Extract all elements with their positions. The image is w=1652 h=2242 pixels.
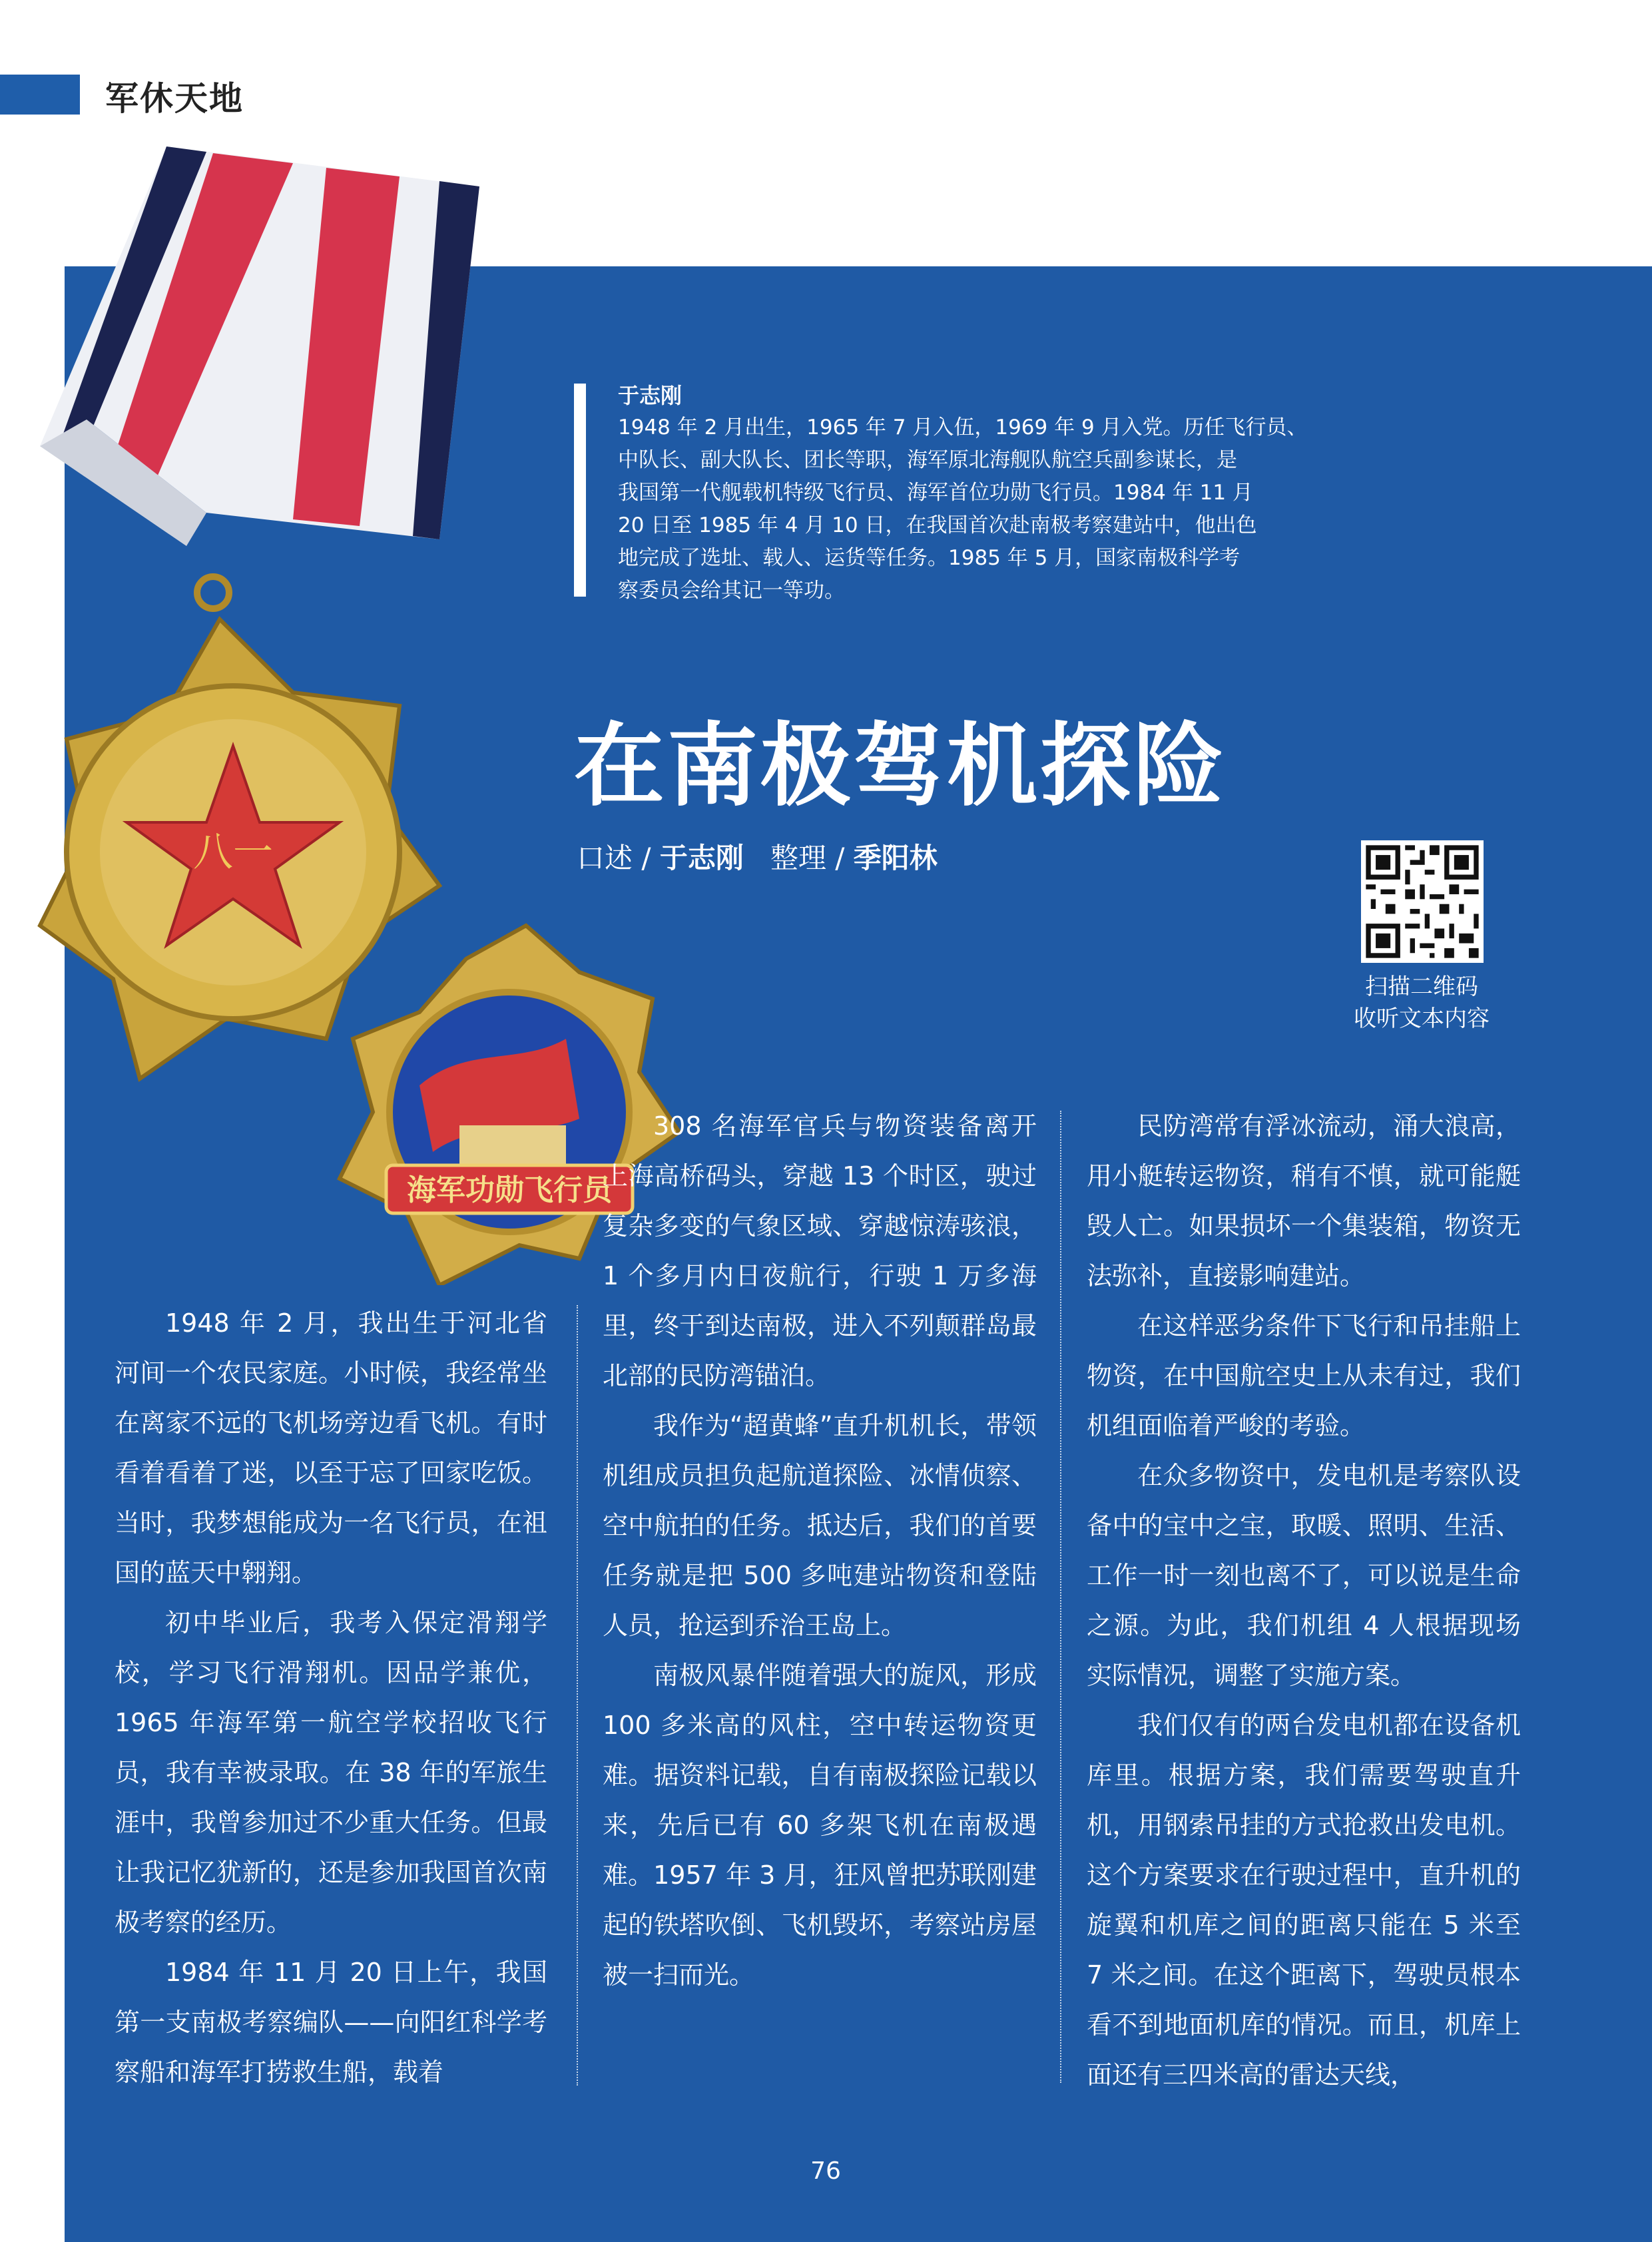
paragraph: 在众多物资中，发电机是考察队设备中的宝中之宝，取暖、照明、生活、工作一时一刻也离不了，可以说是生命之源。为此，我们机组 4 人根据现场实际情况，调整了实施方案。 bbox=[1087, 1461, 1521, 1690]
paragraph: 民防湾常有浮冰流动，涌大浪高，用小艇转运物资，稍有不慎，就可能艇毁人亡。如果损坏一个集装箱，物资无法弥补，直接影响建站。 bbox=[1087, 1111, 1521, 1290]
paragraph: 1948 年 2 月，我出生于河北省河间一个农民家庭。小时候，我经常坐在离家不远的飞机场旁边看飞机。有时看着看着了迷，以至于忘了回家吃饭。当时，我梦想能成为一名飞行员，在祖国的蓝天中翱翔。 bbox=[115, 1308, 547, 1587]
paragraph: 初中毕业后，我考入保定滑翔学校，学习飞行滑翔机。因品学兼优，1965 年海军第一航空学校招收飞行员，我有幸被录取。在 38 年的军旅生涯中，我曾参加过不少重大任务。但最让我记忆犹新的，还是参加我国首次南极考察的经历。 bbox=[115, 1608, 547, 1937]
qr-code[interactable] bbox=[1361, 840, 1484, 963]
paragraph: 我们仅有的两台发电机都在设备机库里。根据方案，我们需要驾驶直升机，用钢索吊挂的方式抢救出发电机。这个方案要求在行驶过程中，直升机的旋翼和机库之间的距离只能在 5 米至 7 米之间。在这个距离下，驾驶员根本看不到地面机库的情况。而且，机库上面还有三四米高的雷达天线， bbox=[1087, 1711, 1521, 2090]
bio-line: 20 日至 1985 年 4 月 10 日，在我国首次赴南极考察建站中，他出色 bbox=[618, 513, 1257, 537]
paragraph: 308 名海军官兵与物资装备离开上海高桥码头，穿越 13 个时区，驶过复杂多变的气象区域、穿越惊涛骇浪，1 个多月内日夜航行，行驶 1 万多海里，终于到达南极，进入不列颠群岛最北部的民防湾锚泊。 bbox=[603, 1111, 1037, 1390]
byline-edit-label: 整理 / bbox=[770, 842, 854, 874]
bio-line: 1948 年 2 月出生，1965 年 7 月入伍，1969 年 9 月入党。历任飞行员、 bbox=[618, 416, 1308, 439]
badge-banner-text: 海军功勋飞行员 bbox=[407, 1173, 612, 1207]
section-tab-marker bbox=[0, 75, 80, 115]
page-number: 76 bbox=[810, 2157, 841, 2185]
paragraph: 南极风暴伴随着强大的旋风，形成 100 多米高的风柱，空中转运物资更难。据资料记载，自有南极探险记载以来，先后已有 60 多架飞机在南极遇难。1957 年 3 月，狂风曾把苏联刚建起的铁塔吹倒、飞机毁坏，考察站房屋被一扫而光。 bbox=[603, 1661, 1037, 1990]
article-column-2 bbox=[603, 1101, 1037, 2000]
medal-ring bbox=[197, 577, 229, 609]
article-title: 在南极驾机探险 bbox=[574, 714, 1227, 819]
article-byline bbox=[577, 836, 938, 876]
article-column-1 bbox=[115, 1298, 547, 2098]
qr-caption-line: 收听文本内容 bbox=[1354, 1005, 1490, 1032]
bio-line: 我国第一代舰载机特级飞行员、海军首位功勋飞行员。1984 年 11 月 bbox=[618, 481, 1253, 505]
byline-narrator: 于志刚 bbox=[659, 842, 744, 874]
bio-accent-bar bbox=[574, 384, 586, 597]
bio-line: 中队长、副大队长、团长等职，海军原北海舰队航空兵副参谋长，是 bbox=[618, 448, 1237, 472]
byline-editor: 季阳林 bbox=[853, 842, 938, 874]
column-divider bbox=[577, 1305, 578, 2086]
section-label: 军休天地 bbox=[105, 79, 244, 118]
paragraph: 我作为“超黄蜂”直升机机长，带领机组成员担负起航道探险、冰情侦察、空中航拍的任务。抵达后，我们的首要任务就是把 500 多吨建站物资和登陆人员，抢运到乔治王岛上。 bbox=[603, 1411, 1037, 1640]
qr-caption bbox=[1325, 971, 1518, 1035]
column-divider bbox=[1060, 1111, 1061, 2083]
qr-caption-line: 扫描二维码 bbox=[1365, 974, 1478, 1000]
author-bio bbox=[574, 380, 1313, 607]
svg-text:八一: 八一 bbox=[193, 829, 273, 876]
byline-narrate-label: 口述 / bbox=[577, 842, 660, 874]
article-column-3 bbox=[1087, 1101, 1521, 2100]
paragraph: 1984 年 11 月 20 日上午，我国第一支南极考察编队——向阳红科学考察船和海军打捞救生船，载着 bbox=[115, 1958, 547, 2087]
merit-medal bbox=[40, 619, 439, 1079]
paragraph: 在这样恶劣条件下飞行和吊挂船上物资，在中国航空史上从未有过，我们机组面临着严峻的考验。 bbox=[1087, 1311, 1521, 1440]
bio-line: 地完成了选址、载人、运货等任务。1985 年 5 月，国家南极科学考 bbox=[618, 546, 1240, 570]
bio-name: 于志刚 bbox=[618, 383, 683, 408]
medal-ribbon bbox=[40, 146, 479, 546]
bio-line: 察委员会给其记一等功。 bbox=[618, 579, 845, 603]
